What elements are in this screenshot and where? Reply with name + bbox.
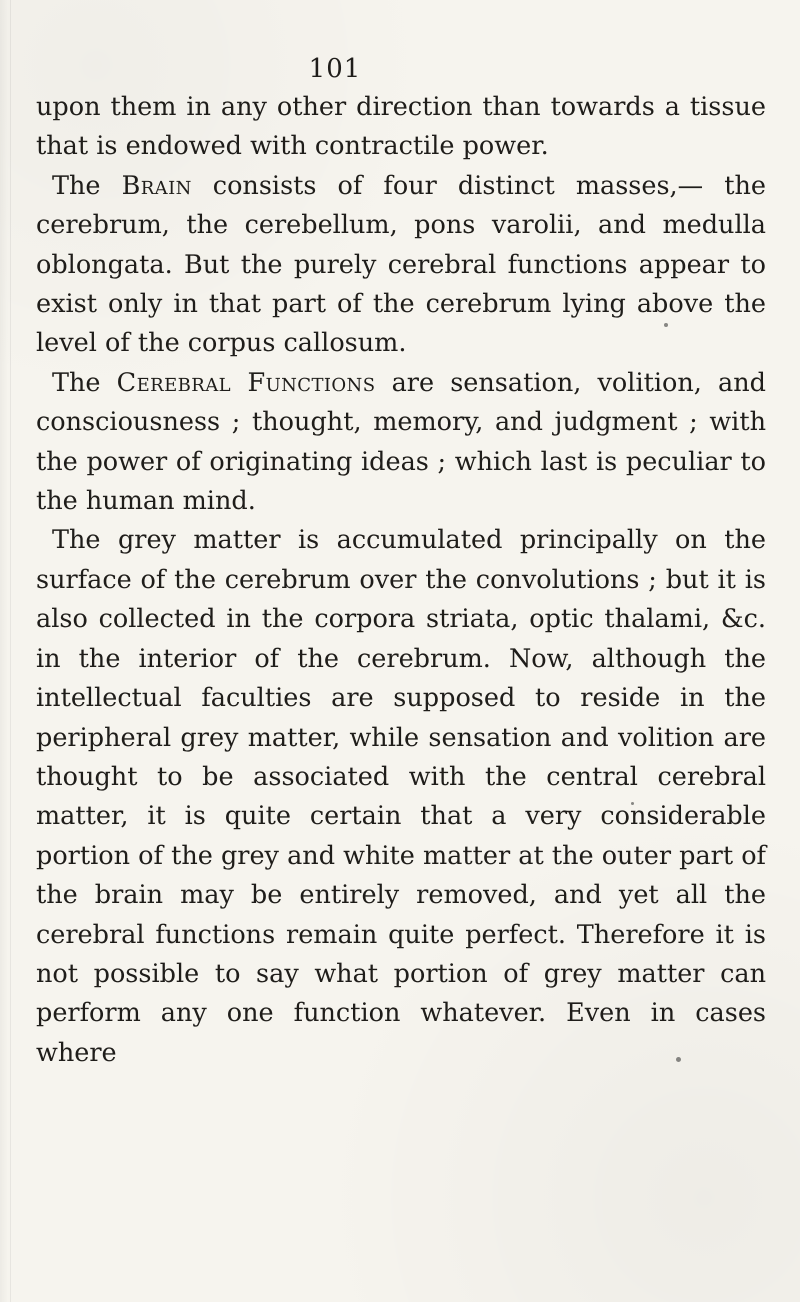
cerebral-functions-heading: Cerebral Functions (116, 367, 376, 398)
paragraph-4-text: The grey matter is accumulated principally on the surface of the cerebrum over the convolutions ; but it is also collected in the corpora striata, optic thalami, &c. in the interior of the cerebrum. Now, although the intellectual faculties are supposed to reside in the peripheral grey matter, while sensation and volition are thought to be associated with the central cerebral matter, it is quite certain that a very considerable portion of the grey and white matter at the outer part of the brain may be entirely removed, and yet all the cerebral functions remain quite perfect. Therefore it is not possible to say what portion of grey matter can perform any one function whatever. Even in cases where (36, 525, 766, 1068)
paragraph-2 (36, 167, 766, 364)
paragraph-3 (36, 364, 766, 522)
page-body (36, 88, 766, 1073)
paragraph-3-lead-text: The (52, 367, 117, 398)
brain-heading: Brain (121, 170, 192, 201)
paragraph-1 (36, 88, 766, 167)
paragraph-3-body-text: are sensation, volition, and consciousness ; thought, memory, and judgment ; with the power of originating ideas ; which last is peculiar to the human mind. (36, 367, 766, 517)
ink-speck (676, 1057, 681, 1062)
page-margin-shadow (10, 0, 11, 1302)
ink-speck (631, 802, 634, 805)
ink-speck (664, 323, 668, 327)
page-number: 101 (308, 54, 362, 84)
paragraph-2-lead-text: The (52, 170, 122, 201)
paragraph-4 (36, 521, 766, 1073)
paragraph-2-body-text: consists of four distinct masses,— the cerebrum, the cerebellum, pons varolii, and medulla oblongata. But the purely cerebral functions appear to exist only in that part of the cerebrum lying above the level of the corpus callosum. (36, 170, 766, 359)
paragraph-1-text: upon them in any other direction than towards a tissue that is endowed with contractile power. (36, 92, 766, 162)
